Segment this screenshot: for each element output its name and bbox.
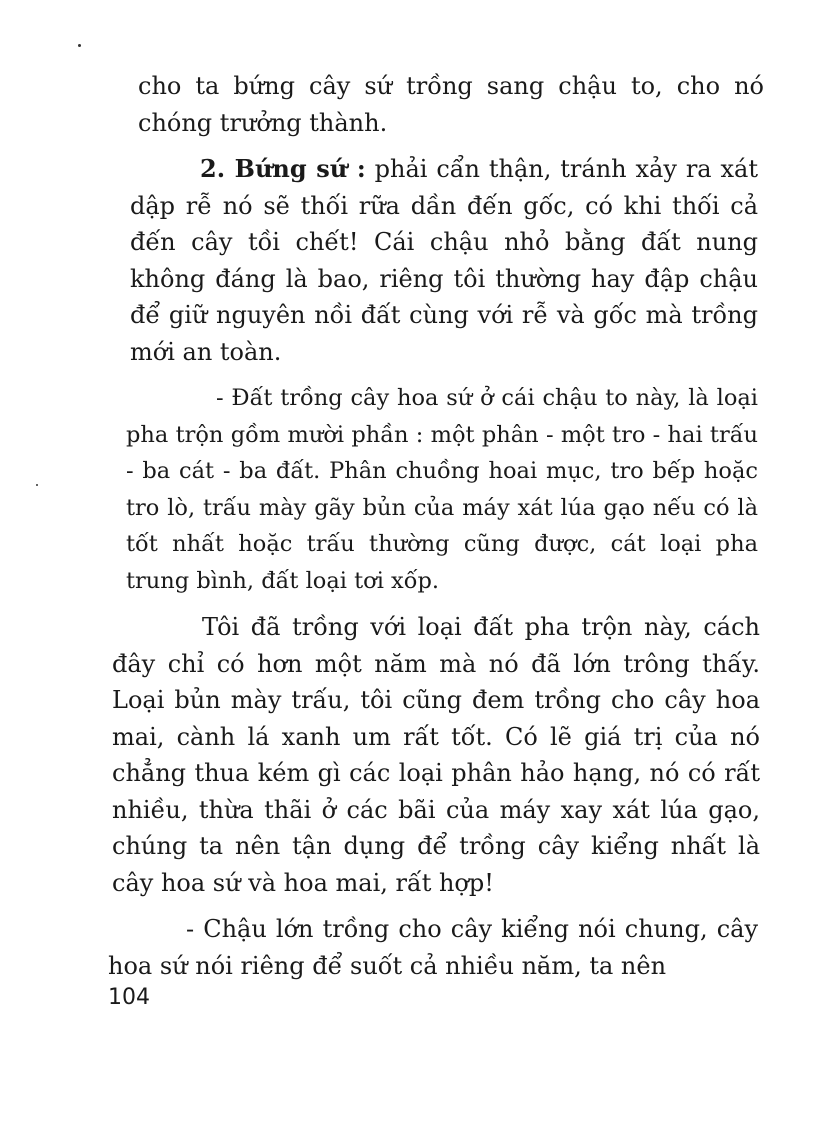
paragraph-2 — [130, 151, 758, 370]
paragraph-3 — [126, 380, 758, 599]
paragraph-2-text: phải cẩn thận, tránh xảy ra xát dập rễ nó sẽ thối rữa dần đến gốc, có khi thối cả đến cây tồi chết! Cái chậu nhỏ bằng đất nung không đáng là bao, riêng tôi thường hay đập chậu để giữ nguyên nồi đất cùng với rễ và gốc mà trồng mới an toàn. — [130, 155, 759, 366]
paragraph-4 — [112, 609, 760, 901]
paragraph-3-text: - Đất trồng cây hoa sứ ở cái chậu to này, là loại pha trộn gồm mười phần : một phân - một tro - hai trấu - ba cát - ba đất. Phân chuồng hoai mục, tro bếp hoặc tro lò, trấu mày gãy bủn của máy xát lúa gạo nếu có là tốt nhất hoặc trấu thường cũng được, cát loại pha trung bình, đất loại tơi xốp. — [126, 385, 758, 594]
page-number: 104 — [108, 985, 150, 1010]
paragraph-1 — [138, 68, 764, 141]
paragraph-5-text: - Chậu lớn trồng cho cây kiểng nói chung, cây hoa sứ nói riêng để suốt cả nhiều năm, ta nên — [108, 915, 758, 980]
section-heading: 2. Bứng sứ : — [200, 154, 366, 183]
paragraph-4-text: Tôi đã trồng với loại đất pha trộn này, cách đây chỉ có hơn một năm mà nó đã lớn trông thấy. Loại bủn mày trấu, tôi cũng đem trồng cho cây hoa mai, cành lá xanh um rất tốt. Có lẽ giá trị của nó chẳng thua kém gì các loại phân hảo hạng, nó có rất nhiều, thừa thãi ở các bãi của máy xay xát lúa gạo, chúng ta nên tận dụng để trồng cây kiểng nhất là cây hoa sứ và hoa mai, rất hợp! — [112, 613, 760, 897]
scan-speck — [78, 44, 81, 47]
paragraph-5 — [108, 911, 758, 984]
scan-speck — [36, 484, 38, 486]
body-text — [108, 68, 764, 984]
paragraph-1-text: cho ta bứng cây sứ trồng sang chậu to, cho nó chóng trưởng thành. — [138, 72, 764, 137]
